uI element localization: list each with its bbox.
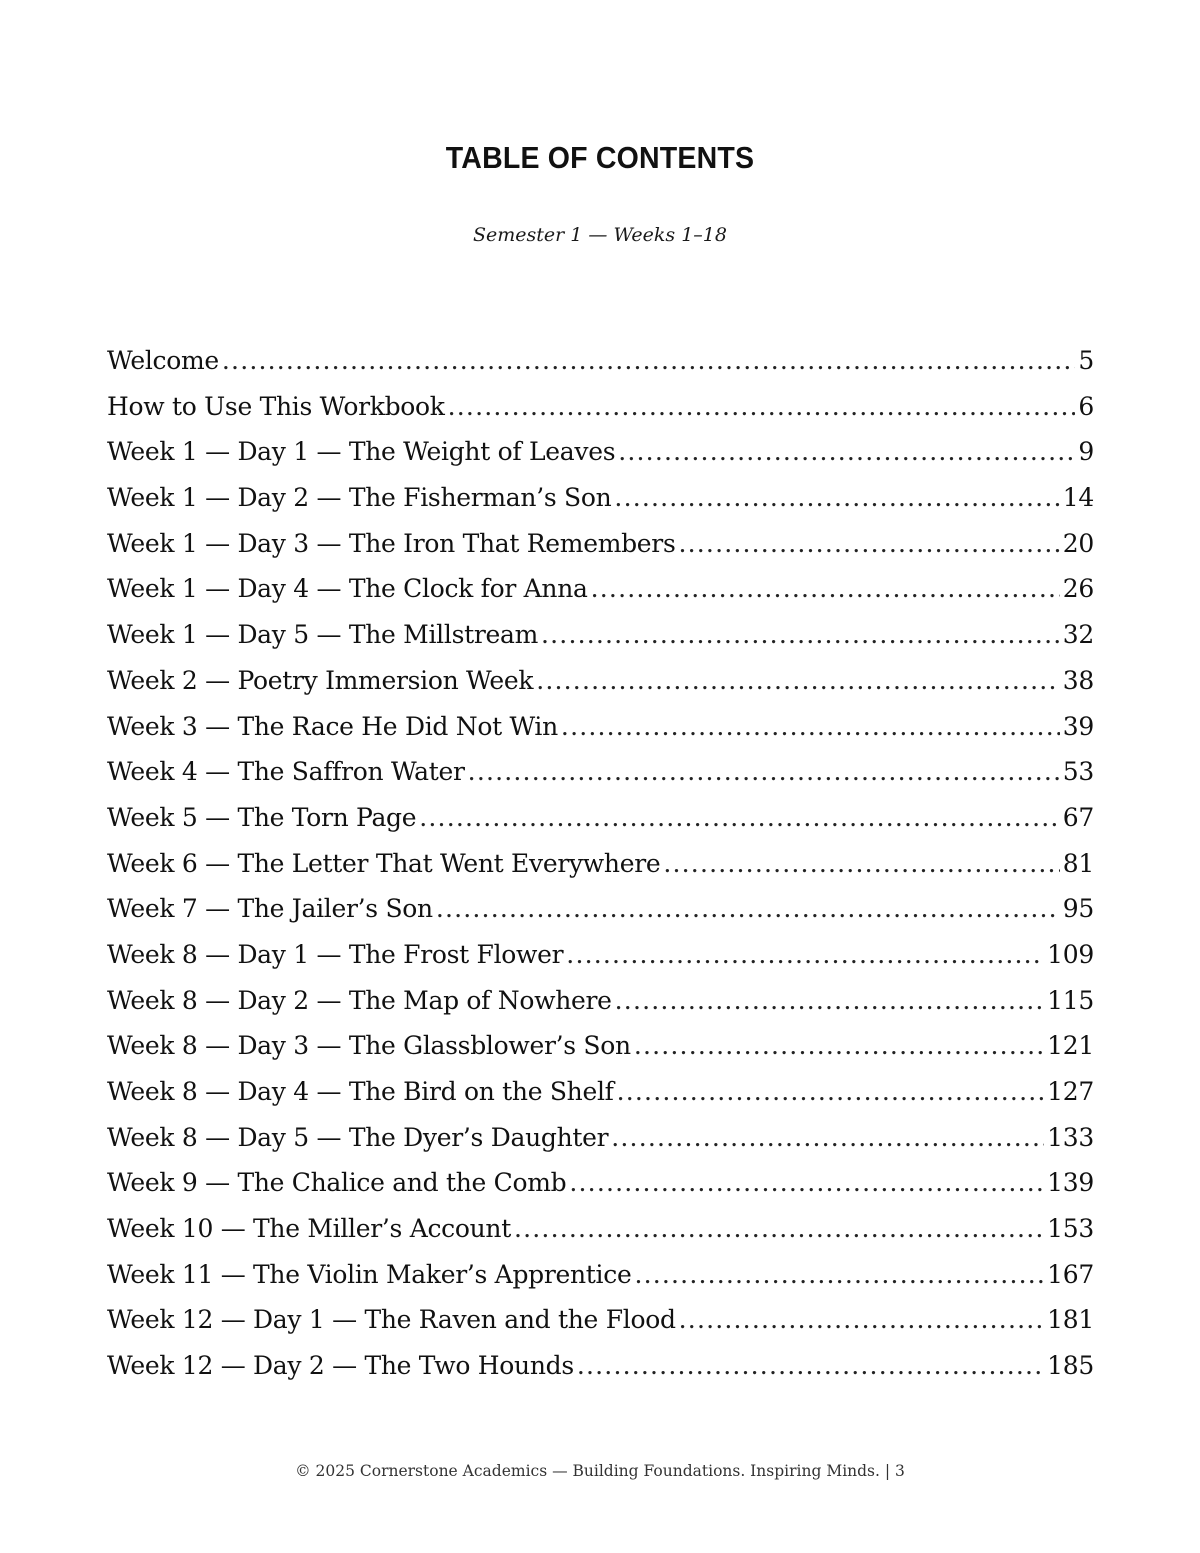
toc-entry-title: Week 1 — Day 3 — The Iron That Remembers [107,528,676,558]
toc-entry-title: Week 12 — Day 2 — The Two Hounds [107,1351,574,1381]
toc-entry-page: 26 [1062,574,1094,604]
dot-leader [611,1115,1044,1161]
toc-entry[interactable] [107,704,1094,750]
toc-entry-title: Week 1 — Day 2 — The Fisherman’s Son [107,483,612,513]
toc-entry-page: 127 [1047,1077,1094,1106]
page-subtitle: Semester 1 — Weeks 1–18 [473,224,727,246]
dot-leader [577,1343,1044,1389]
toc-entry-page: 115 [1047,985,1094,1015]
toc-entry-page: 5 [1078,346,1094,375]
toc-entry[interactable] [107,749,1094,795]
toc-entry-title: Week 12 — Day 1 — The Raven and the Flood [107,1305,676,1335]
toc-entry-title: Week 11 — The Violin Maker’s Apprentice [107,1259,632,1289]
toc-entry-page: 53 [1062,757,1094,787]
toc-entry-page: 9 [1078,437,1094,467]
toc-entry[interactable] [107,795,1094,841]
toc-entry-title: Week 3 — The Race He Did Not Win [107,711,558,741]
dot-leader [566,932,1044,978]
toc-entry-page: 39 [1062,711,1094,741]
toc-entry[interactable] [107,429,1094,475]
toc-entry[interactable] [107,475,1094,521]
toc-entry[interactable] [107,1160,1094,1206]
dot-leader [541,612,1060,658]
dot-leader [436,886,1060,932]
dot-leader [679,1297,1045,1343]
toc-entry-title: Week 10 — The Miller’s Account [107,1214,511,1244]
toc-entry-title: Week 6 — The Letter That Went Everywhere [107,848,661,878]
page-title: TABLE OF CONTENTS [445,140,755,175]
toc-entry[interactable] [107,566,1094,612]
toc-entry-title: Week 8 — Day 1 — The Frost Flower [107,939,564,969]
dot-leader [663,841,1059,887]
toc-entry-page: 6 [1078,391,1094,421]
dot-leader [561,704,1060,750]
dot-leader [634,1023,1044,1069]
toc-entry[interactable] [107,978,1094,1024]
toc-entry-page: 38 [1062,665,1094,695]
toc-entry[interactable] [107,1297,1094,1343]
dot-leader [617,1069,1045,1115]
dot-leader [591,566,1060,612]
toc-entry-page: 20 [1062,528,1094,558]
dot-leader [615,978,1045,1024]
toc-entry[interactable] [107,384,1094,430]
dot-leader [678,521,1059,567]
toc-entry-page: 153 [1047,1214,1094,1244]
toc-entry[interactable] [107,521,1094,567]
toc-entry-title: Week 4 — The Saffron Water [107,757,465,787]
toc-entry-page: 32 [1062,620,1094,650]
dot-leader [419,795,1060,841]
toc-entry-title: Week 5 — The Torn Page [107,802,417,832]
toc-entry-title: Week 7 — The Jailer’s Son [107,894,433,924]
dot-leader [448,384,1076,430]
toc-entry[interactable] [107,1023,1094,1069]
toc-entry-page: 81 [1062,848,1094,878]
toc-entry-page: 109 [1047,939,1094,969]
toc-entry-title: Week 8 — Day 2 — The Map of Nowhere [107,985,612,1015]
toc-entry-title: Week 1 — Day 4 — The Clock for Anna [107,574,588,604]
dot-leader [618,429,1075,475]
toc-entry-page: 133 [1047,1122,1094,1152]
toc-entry-title: Week 9 — The Chalice and the Comb [107,1168,567,1198]
toc-entry[interactable] [107,338,1094,384]
toc-entry[interactable] [107,658,1094,704]
toc-entry-page: 14 [1062,483,1094,513]
toc-entry-page: 95 [1062,894,1094,924]
toc-entry-title: Week 1 — Day 5 — The Millstream [107,620,538,650]
toc-entry[interactable] [107,841,1094,887]
toc-entry-page: 139 [1047,1168,1094,1198]
dot-leader [514,1206,1044,1252]
table-of-contents [107,338,1094,1389]
toc-entry-page: 181 [1047,1305,1094,1335]
dot-leader [536,658,1060,704]
toc-entry[interactable] [107,612,1094,658]
toc-entry[interactable] [107,886,1094,932]
toc-entry-page: 185 [1047,1351,1094,1381]
dot-leader [222,338,1075,384]
toc-entry[interactable] [107,1343,1094,1389]
toc-entry-page: 67 [1062,802,1094,832]
toc-entry[interactable] [107,1069,1094,1115]
page-footer: © 2025 Cornerstone Academics — Building Foundations. Inspiring Minds. | 3 [295,1462,905,1480]
dot-leader [569,1160,1044,1206]
toc-entry[interactable] [107,1252,1094,1298]
dot-leader [468,749,1060,795]
dot-leader [614,475,1059,521]
toc-entry-title: Week 2 — Poetry Immersion Week [107,665,534,695]
toc-entry[interactable] [107,1115,1094,1161]
toc-entry-title: How to Use This Workbook [107,391,445,421]
toc-entry-title: Week 1 — Day 1 — The Weight of Leaves [107,437,616,467]
toc-entry-title: Week 8 — Day 4 — The Bird on the Shelf [107,1077,614,1106]
toc-entry[interactable] [107,932,1094,978]
toc-entry-title: Week 8 — Day 5 — The Dyer’s Daughter [107,1122,609,1152]
toc-entry[interactable] [107,1206,1094,1252]
toc-entry-page: 167 [1047,1259,1094,1289]
toc-entry-title: Welcome [107,346,219,375]
toc-entry-page: 121 [1047,1031,1094,1061]
dot-leader [634,1252,1044,1298]
toc-entry-title: Week 8 — Day 3 — The Glassblower’s Son [107,1031,631,1061]
